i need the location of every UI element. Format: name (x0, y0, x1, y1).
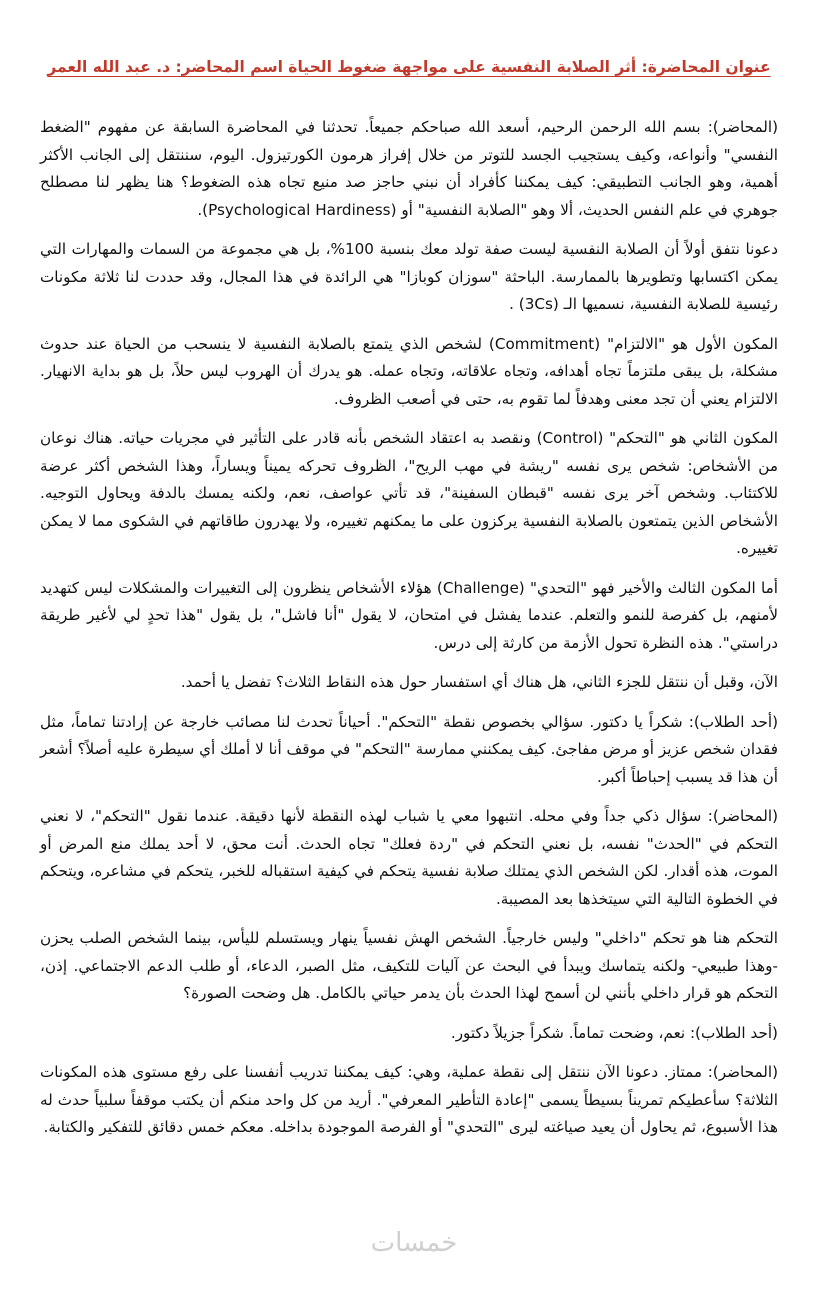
paragraph-intro: (المحاضر): بسم الله الرحمن الرحيم، أسعد الله صباحكم جميعاً. تحدثنا في المحاضرة السابقة عن مفهوم "الضغط النفسي" وأنواعه، وكيف يستجيب الجسد للتوتر من خلال إفراز هرمون الكورتيزول. اليوم، سننتقل إلى الجانب الأكثر أهمية، وهو الجانب التطبيقي: كيف يمكننا كأفراد أن نبني حاجز صد منيع تجاه هذه الضغوط؟ هنا يظهر لنا مصطلح جوهري في علم النفس الحديث، ألا وهو "الصلابة النفسية" أو (Psychological Hardiness). (40, 118, 778, 219)
paragraph-question-prompt: الآن، وقبل أن ننتقل للجزء الثاني، هل هناك أي استفسار حول هذه النقاط الثلاث؟ تفضل يا أحمد. (180, 673, 778, 691)
lecture-title: عنوان المحاضرة: أثر الصلابة النفسية على مواجهة ضغوط الحياة اسم المحاضر: د. عبد الله العمر (47, 58, 771, 76)
paragraph-student-thanks: (أحد الطلاب): نعم، وضحت تماماً. شكراً جزيلاً دكتور. (450, 1023, 778, 1042)
paragraph-exercise: (المحاضر): ممتاز. دعونا الآن ننتقل إلى نقطة عملية، وهي: كيف يمكننا تدريب أنفسنا على رفع مستوى هذه المكونات الثلاثة؟ سأعطيكم تمريناً بسيطاً يسمى "إعادة التأطير المعرفي". أريد من كل واحد منكم أن يكتب موقفاً سلبياً حدث له هذا الأسبوع، ثم يحاول أن يعيد صياغته ليرى "التحدي" أو الفرصة الموجودة بداخله. معكم خمس دقائق للتفكير والكتابة. (40, 1063, 778, 1136)
paragraph-definition: دعونا نتفق أولاً أن الصلابة النفسية ليست صفة تولد معك بنسبة 100%، بل هي مجموعة من السمات والمهارات التي يمكن اكتسابها وتطويرها بالممارسة. الباحثة "سوزان كوبازا" هي الرائدة في هذا المجال، وقد حددت لنا ثلاثة مكونات رئيسية للصلابة النفسية، نسميها الـ (3Cs) . (40, 240, 778, 313)
paragraph-internal-control: التحكم هنا هو تحكم "داخلي" وليس خارجياً. الشخص الهش نفسياً ينهار ويستسلم لليأس، بينما الشخص الصلب يحزن -وهذا طبيعي- ولكنه يتماسك ويبدأ في البحث عن آليات للتكيف، مثل الصبر، الدعاء، أو طلب الدعم الاجتماعي. إذن، التحكم هو قرار داخلي بأنني لن أسمح لهذا الحدث بأن يدمر حياتي بالكامل. هل وضحت الصورة؟ (40, 929, 778, 1002)
site-watermark: خمسات (370, 1228, 458, 1258)
paragraph-control: المكون الثاني هو "التحكم" (Control) ونقصد به اعتقاد الشخص بأنه قادر على التأثير في مجريات حياته. هناك نوعان من الأشخاص: شخص يرى نفسه "ريشة في مهب الريح"، الظروف تحركه يميناً ويساراً، وهذا الشخص أكثر عرضة للاكتئاب. وشخص آخر يرى نفسه "قبطان السفينة"، قد تأتي عواصف، نعم، ولكنه يمسك بالدفة ويحاول التوجيه. الأشخاص الذين يتمتعون بالصلابة النفسية يركزون على ما يمكنهم تغييره، ولا يهدرون طاقاتهم في الشكوى مما لا يمكن تغييره. (40, 429, 778, 557)
paragraph-student-question: (أحد الطلاب): شكراً يا دكتور. سؤالي بخصوص نقطة "التحكم". أحياناً تحدث لنا مصائب خارجة عن إرادتنا تماماً، مثل فقدان شخص عزيز أو مرض مفاجئ. كيف يمكنني ممارسة "التحكم" في موقف أنا لا أملك أي سيطرة عليه أصلاً؟ أشعر أن هذا قد يسبب إحباطاً أكبر. (40, 712, 778, 786)
paragraph-commitment: المكون الأول هو "الالتزام" (Commitment) لشخص الذي يتمتع بالصلابة النفسية لا ينسحب من الحياة عند حدوث مشكلة، بل يبقى ملتزماً تجاه أهدافه، وتجاه علاقاته، وتجاه عمله. هو يدرك أن الهروب ليس حلاً، بل هو بداية الانهيار. الالتزام يعني أن تجد معنى وهدفاً لما تقوم به، حتى في أصعب الظروف. (40, 334, 778, 408)
paragraph-challenge: أما المكون الثالث والأخير فهو "التحدي" (Challenge) هؤلاء الأشخاص ينظرون إلى التغييرات والمشكلات ليس كتهديد لأمنهم، بل كفرصة للنمو والتعلم. عندما يفشل في امتحان، لا يقول "أنا فاشل"، بل يقول "هذا تحدٍ لي لأغير طريقة دراستي". هذه النظرة تحول الأزمة من كارثة إلى درس. (40, 578, 778, 652)
paragraph-lecturer-answer: (المحاضر): سؤال ذكي جداً وفي محله. انتبهوا معي يا شباب لهذه النقطة لأنها دقيقة. عندما نقول "التحكم"، لا نعني التحكم في "الحدث" نفسه، بل نعني التحكم في "ردة فعلك" تجاه الحدث. أنت محق، لا أحد يملك منع المرض أو الموت، هذه أقدار. لكن الشخص الذي يمتلك صلابة نفسية يتحكم في كيفية استقباله للخبر، يتحكم في مشاعره، ويتحكم في الخطوة التالية التي سيتخذها بعد المصيبة. (40, 807, 778, 908)
